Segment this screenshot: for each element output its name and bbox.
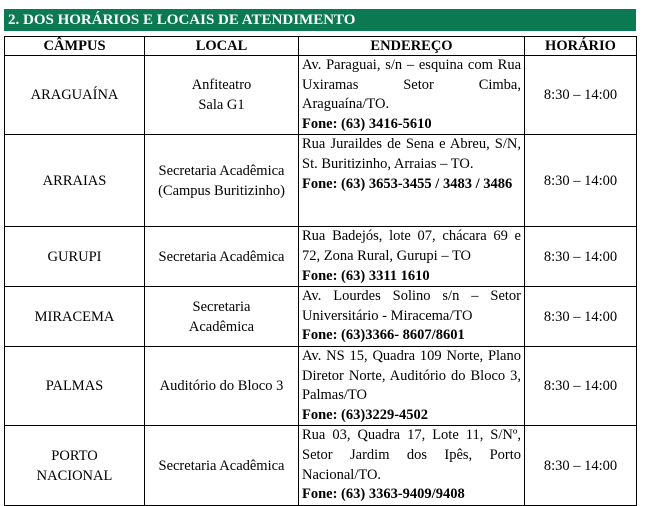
cell-campus: MIRACEMA [5, 287, 145, 347]
schedule-table [4, 36, 637, 506]
table-row [5, 346, 637, 425]
cell-hours: 8:30 – 14:00 [525, 426, 637, 506]
cell-hours: 8:30 – 14:00 [525, 56, 637, 135]
table-header-row [5, 37, 637, 56]
phone-number: Fone: (63) 3653-3455 / 3483 / 3486 [302, 175, 513, 192]
phone-number: Fone: (63) 3416-5610 [302, 115, 432, 132]
table-row [5, 56, 637, 135]
table-row [5, 287, 637, 347]
cell-address: Av. Lourdes Solino s/n – Setor Universitário - Miracema/TO Fone: (63)3366- 8607/8601 [299, 287, 525, 347]
cell-campus: ARRAIAS [5, 135, 145, 227]
cell-hours: 8:30 – 14:00 [525, 135, 637, 227]
cell-campus: PALMAS [5, 346, 145, 425]
phone-number: Fone: (63) 3363-9409/9408 [302, 486, 465, 503]
cell-hours: 8:30 – 14:00 [525, 227, 637, 287]
header-local: LOCAL [145, 37, 299, 56]
cell-local: Auditório do Bloco 3 [145, 346, 299, 425]
cell-local: Secretaria Acadêmica [145, 426, 299, 506]
header-endereco: ENDEREÇO [299, 37, 525, 56]
cell-address: Av. NS 15, Quadra 109 Norte, Plano Diretor Norte, Auditório do Bloco 3, Palmas/TO Fone: (63)3229-4502 [299, 346, 525, 425]
section-title: 2. DOS HORÁRIOS E LOCAIS DE ATENDIMENTO [4, 9, 636, 31]
cell-address: Rua Juraildes de Sena e Abreu, S/N, St. Buritizinho, Arraias – TO. Fone: (63) 3653-3455 / 3483 / 3486 [299, 135, 525, 227]
table-row [5, 135, 637, 227]
cell-campus: ARAGUAÍNA [5, 56, 145, 135]
cell-campus: GURUPI [5, 227, 145, 287]
cell-local: Secretaria Acadêmica [145, 287, 299, 347]
phone-number: Fone: (63) 3311 1610 [302, 267, 430, 284]
table-row [5, 227, 637, 287]
cell-address: Av. Paraguai, s/n – esquina com Rua Uxiramas Setor Cimba, Araguaína/TO. Fone: (63) 3416-5610 [299, 56, 525, 135]
cell-hours: 8:30 – 14:00 [525, 287, 637, 347]
cell-address: Rua Badejós, lote 07, chácara 69 e 72, Zona Rural, Gurupi – TO Fone: (63) 3311 1610 [299, 227, 525, 287]
cell-local: Secretaria Acadêmica [145, 227, 299, 287]
cell-local: Secretaria Acadêmica (Campus Buritizinho) [145, 135, 299, 227]
table-row [5, 426, 637, 506]
cell-hours: 8:30 – 14:00 [525, 346, 637, 425]
cell-local: Anfiteatro Sala G1 [145, 56, 299, 135]
phone-number: Fone: (63)3366- 8607/8601 [302, 327, 465, 344]
cell-campus: PORTO NACIONAL [5, 426, 145, 506]
header-horario: HORÁRIO [525, 37, 637, 56]
phone-number: Fone: (63)3229-4502 [302, 406, 429, 423]
cell-address: Rua 03, Quadra 17, Lote 11, S/Nº, Setor Jardim dos Ipês, Porto Nacional/TO. Fone: (63) 3363-9409/9408 [299, 426, 525, 506]
header-campus: CÂMPUS [5, 37, 145, 56]
